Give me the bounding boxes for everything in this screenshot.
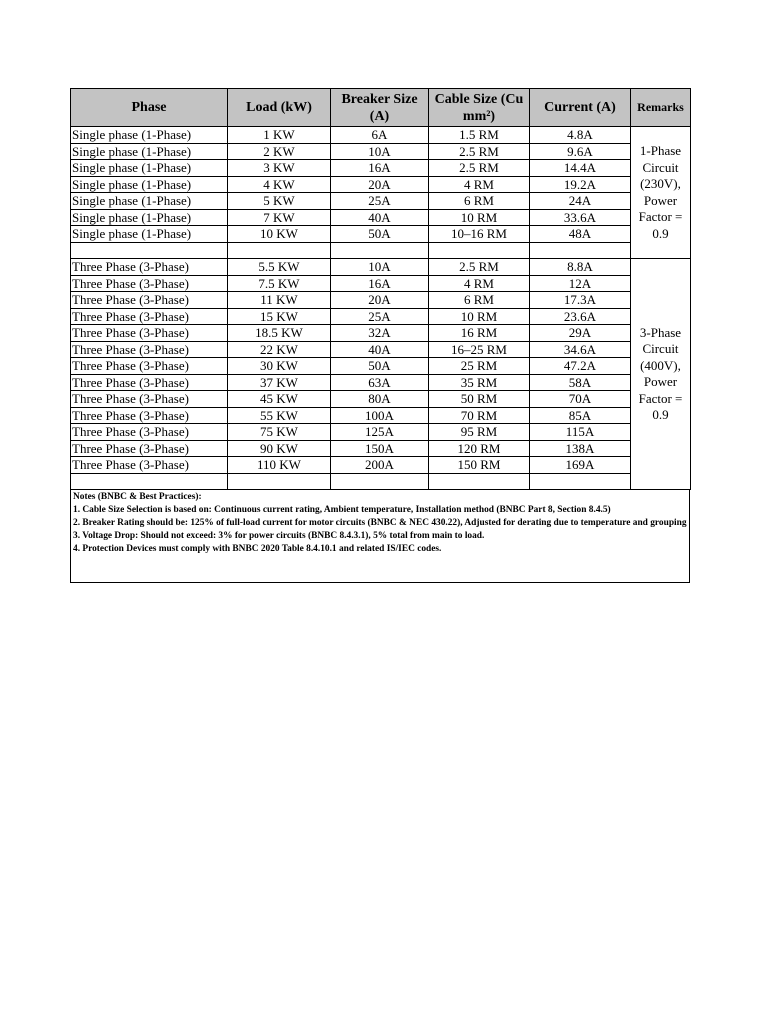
cell-current: 138A [530, 440, 631, 457]
blank-cell [228, 473, 331, 490]
cell-breaker: 32A [331, 325, 429, 342]
blank-cell [71, 242, 228, 259]
cell-current: 169A [530, 457, 631, 474]
cell-load: 45 KW [228, 391, 331, 408]
remarks-cell: 1-Phase Circuit (230V), Power Factor = 0.9 [631, 127, 691, 259]
cell-load: 90 KW [228, 440, 331, 457]
cell-cable: 4 RM [429, 275, 530, 292]
cell-load: 55 KW [228, 407, 331, 424]
cell-breaker: 6A [331, 127, 429, 144]
cell-phase: Single phase (1-Phase) [71, 176, 228, 193]
cell-current: 17.3A [530, 292, 631, 309]
cell-phase: Single phase (1-Phase) [71, 160, 228, 177]
cell-phase: Three Phase (3-Phase) [71, 407, 228, 424]
cell-breaker: 125A [331, 424, 429, 441]
table-row [71, 308, 691, 325]
cell-cable: 35 RM [429, 374, 530, 391]
cell-breaker: 150A [331, 440, 429, 457]
cell-cable: 150 RM [429, 457, 530, 474]
table-row [71, 391, 691, 408]
note-item: 3. Voltage Drop: Should not exceed: 3% for power circuits (BNBC 8.4.3.1), 5% total from main to load. [73, 531, 485, 541]
blank-cell [530, 473, 631, 490]
cell-cable: 4 RM [429, 176, 530, 193]
cell-breaker: 25A [331, 193, 429, 210]
cell-load: 11 KW [228, 292, 331, 309]
cell-current: 70A [530, 391, 631, 408]
cell-phase: Single phase (1-Phase) [71, 209, 228, 226]
cell-load: 75 KW [228, 424, 331, 441]
cell-load: 15 KW [228, 308, 331, 325]
table-body [71, 127, 691, 490]
cell-phase: Three Phase (3-Phase) [71, 358, 228, 375]
table-row [71, 143, 691, 160]
table-row [71, 209, 691, 226]
table-row [71, 325, 691, 342]
cell-current: 33.6A [530, 209, 631, 226]
table-row [71, 407, 691, 424]
cell-load: 37 KW [228, 374, 331, 391]
cell-phase: Three Phase (3-Phase) [71, 374, 228, 391]
cell-current: 8.8A [530, 259, 631, 276]
cell-load: 10 KW [228, 226, 331, 243]
cell-current: 19.2A [530, 176, 631, 193]
cell-current: 85A [530, 407, 631, 424]
cell-cable: 120 RM [429, 440, 530, 457]
table-row [71, 275, 691, 292]
header-breaker: Breaker Size (A) [331, 89, 429, 127]
blank-cell [331, 473, 429, 490]
cell-current: 29A [530, 325, 631, 342]
cell-load: 5.5 KW [228, 259, 331, 276]
cell-current: 58A [530, 374, 631, 391]
table-row [71, 226, 691, 243]
blank-cell [429, 242, 530, 259]
header-current: Current (A) [530, 89, 631, 127]
cell-phase: Single phase (1-Phase) [71, 143, 228, 160]
cell-cable: 16–25 RM [429, 341, 530, 358]
cell-breaker: 25A [331, 308, 429, 325]
cell-cable: 10 RM [429, 209, 530, 226]
cell-breaker: 63A [331, 374, 429, 391]
cell-cable: 6 RM [429, 292, 530, 309]
cell-breaker: 16A [331, 275, 429, 292]
table-row [71, 292, 691, 309]
note-item: 4. Protection Devices must comply with BNBC 2020 Table 8.4.10.1 and related IS/IEC codes. [73, 544, 442, 554]
notes-section [70, 490, 690, 583]
cell-cable: 50 RM [429, 391, 530, 408]
cell-phase: Three Phase (3-Phase) [71, 325, 228, 342]
cell-current: 12A [530, 275, 631, 292]
cell-load: 18.5 KW [228, 325, 331, 342]
cell-phase: Three Phase (3-Phase) [71, 275, 228, 292]
header-phase: Phase [71, 89, 228, 127]
cell-current: 24A [530, 193, 631, 210]
cell-load: 5 KW [228, 193, 331, 210]
cell-phase: Three Phase (3-Phase) [71, 259, 228, 276]
table-row [71, 440, 691, 457]
cell-breaker: 50A [331, 358, 429, 375]
cell-phase: Three Phase (3-Phase) [71, 308, 228, 325]
cell-load: 110 KW [228, 457, 331, 474]
header-row [71, 89, 691, 127]
cell-cable: 6 RM [429, 193, 530, 210]
cell-breaker: 100A [331, 407, 429, 424]
remarks-cell: 3-Phase Circuit (400V), Power Factor = 0.9 [631, 259, 691, 490]
cell-cable: 16 RM [429, 325, 530, 342]
blank-cell [530, 242, 631, 259]
note-item: 1. Cable Size Selection is based on: Continuous current rating, Ambient temperature, Installation method (BNBC Part 8, Section 8.4.5) [73, 505, 611, 515]
blank-cell [331, 242, 429, 259]
cell-cable: 1.5 RM [429, 127, 530, 144]
cell-breaker: 16A [331, 160, 429, 177]
cell-load: 30 KW [228, 358, 331, 375]
cell-current: 14.4A [530, 160, 631, 177]
cell-cable: 2.5 RM [429, 259, 530, 276]
table-row [71, 193, 691, 210]
cell-cable: 95 RM [429, 424, 530, 441]
header-remarks: Remarks [631, 89, 691, 127]
cell-load: 22 KW [228, 341, 331, 358]
cell-cable: 10–16 RM [429, 226, 530, 243]
cell-load: 3 KW [228, 160, 331, 177]
cell-current: 4.8A [530, 127, 631, 144]
blank-cell [228, 242, 331, 259]
header-load: Load (kW) [228, 89, 331, 127]
table-row [71, 127, 691, 144]
cell-load: 1 KW [228, 127, 331, 144]
blank-row [71, 473, 691, 490]
table-row [71, 160, 691, 177]
table-row [71, 176, 691, 193]
cell-phase: Three Phase (3-Phase) [71, 440, 228, 457]
blank-cell [71, 473, 228, 490]
cell-current: 34.6A [530, 341, 631, 358]
cell-phase: Single phase (1-Phase) [71, 226, 228, 243]
cell-cable: 2.5 RM [429, 143, 530, 160]
cell-phase: Three Phase (3-Phase) [71, 391, 228, 408]
blank-row [71, 242, 691, 259]
blank-cell [429, 473, 530, 490]
cell-cable: 25 RM [429, 358, 530, 375]
cell-breaker: 40A [331, 341, 429, 358]
cell-current: 47.2A [530, 358, 631, 375]
cell-load: 2 KW [228, 143, 331, 160]
cell-current: 9.6A [530, 143, 631, 160]
cell-phase: Single phase (1-Phase) [71, 193, 228, 210]
table-row [71, 457, 691, 474]
cell-load: 4 KW [228, 176, 331, 193]
cell-cable: 2.5 RM [429, 160, 530, 177]
note-item: 2. Breaker Rating should be: 125% of full-load current for motor circuits (BNBC & NEC 430.22), Adjusted for derating due to temperature and grouping [73, 518, 687, 528]
cell-breaker: 10A [331, 143, 429, 160]
cell-load: 7 KW [228, 209, 331, 226]
cell-phase: Three Phase (3-Phase) [71, 292, 228, 309]
cell-breaker: 10A [331, 259, 429, 276]
cell-current: 23.6A [530, 308, 631, 325]
table-row [71, 424, 691, 441]
cell-phase: Single phase (1-Phase) [71, 127, 228, 144]
cell-phase: Three Phase (3-Phase) [71, 341, 228, 358]
cell-breaker: 20A [331, 292, 429, 309]
load-table-sheet [70, 88, 690, 583]
table-row [71, 358, 691, 375]
table-row [71, 259, 691, 276]
cell-cable: 10 RM [429, 308, 530, 325]
cell-current: 115A [530, 424, 631, 441]
cell-phase: Three Phase (3-Phase) [71, 457, 228, 474]
notes-title: Notes (BNBC & Best Practices): [73, 492, 202, 502]
cell-cable: 70 RM [429, 407, 530, 424]
cell-current: 48A [530, 226, 631, 243]
cell-breaker: 200A [331, 457, 429, 474]
cell-load: 7.5 KW [228, 275, 331, 292]
cell-breaker: 20A [331, 176, 429, 193]
header-cable: Cable Size (Cu mm²) [429, 89, 530, 127]
table-row [71, 374, 691, 391]
cell-breaker: 50A [331, 226, 429, 243]
cell-phase: Three Phase (3-Phase) [71, 424, 228, 441]
cell-breaker: 80A [331, 391, 429, 408]
cable-breaker-table [70, 88, 691, 490]
table-row [71, 341, 691, 358]
cell-breaker: 40A [331, 209, 429, 226]
